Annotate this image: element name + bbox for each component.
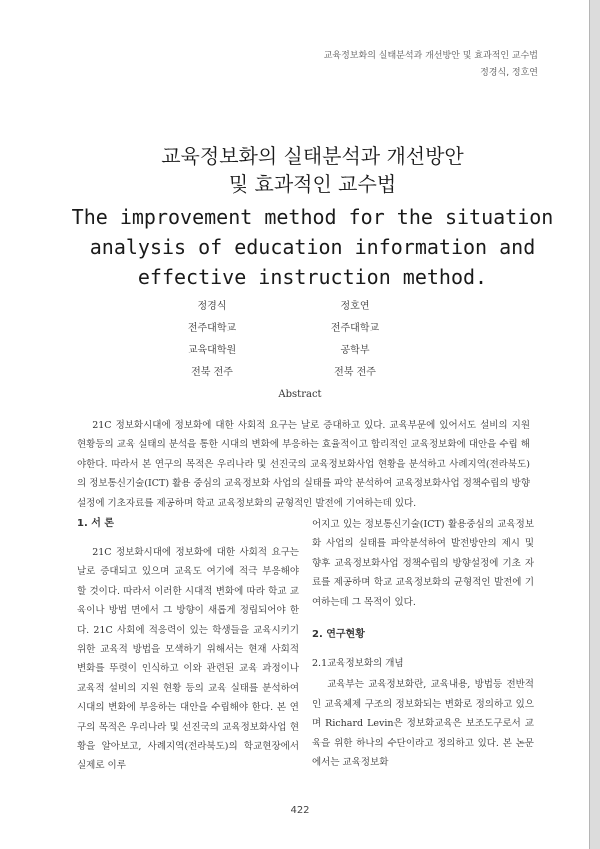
running-title: 교육정보화의 실태분석과 개선방안 및 효과적인 교수법 [323, 51, 538, 61]
korean-title-line-1: 교육정보화의 실태분석과 개선방안 [161, 144, 464, 168]
section-heading-research-status: 2. 연구현황 [312, 629, 365, 641]
english-title-line-1: The improvement method for the situation [71, 205, 554, 229]
section-heading-introduction: 1. 서 론 [77, 518, 115, 529]
right-column [312, 515, 534, 772]
running-authors: 정경식, 정호연 [480, 68, 538, 78]
english-title-line-3: effective instruction method. [137, 265, 488, 289]
author-department: 공학부 [340, 345, 370, 356]
author-block-1 [152, 296, 272, 384]
abstract-text: 21C 정보화시대에 정보화에 대한 사회적 요구는 날로 증대하고 있다. 교육부문에 있어서도 설비의 지원 현황등의 교육 실태의 분석을 통한 시대의 변화에 부응하는 효율적이고 합리적인 교육정보화에 대안을 수립 해야한다. 따라서 본 연구의 목적은 우리나라 및 선진국의 교육정보화사업 현황을 분석하고 사례지역(전라북도)의 정보통신기술(ICT) 활용 중심의 교육정보화 사업의 실태를 파악 분석하여 교육정보화사업 정책수립의 방향설정에 기초자료를 제공하며 학교 교육정보화의 균형적인 발전에 기여하는데 있다. [77, 420, 530, 509]
page-edge [589, 0, 600, 849]
korean-title-line-2: 및 효과적인 교수법 [228, 172, 397, 196]
subsection-heading-concept: 2.1교육정보화의 개념 [312, 658, 404, 670]
english-title-line-2: analysis of education information and [89, 235, 536, 259]
author-location: 전북 전주 [334, 367, 376, 378]
author-department: 교육대학원 [187, 345, 237, 356]
concept-paragraph: 교육부는 교육정보화란, 교육내용, 방법등 전반적인 교육체제 구조의 정보화되는 변화로 정의하고 있으며 Richard Levin은 정보화교육은 보조도구로서 교육을 위한 하나의 수단이라고 정의하고 있다. 본 논문에서는 교육정보화 [312, 679, 534, 769]
continued-paragraph: 어지고 있는 정보통신기술(ICT) 활용중심의 교육정보화 사업의 실태를 파악분석하여 발전방안의 제시 및 향후 교육정보화사업 정책수립의 방향설정에 기초 자료를 제공하며 학교 교육정보화의 균형적인 발전에 기여하는데 그 목적이 있다. [312, 519, 534, 608]
page-number: 422 [290, 805, 310, 816]
introduction-paragraph: 21C 정보화시대에 정보화에 대한 사회적 요구는 날로 증대되고 있으며 교육도 여기에 적극 부응해야 할 것이다. 따라서 이러한 시대적 변화에 따라 학교 교육이나 방법 면에서 그 방향이 새롭게 정립되어야 한다. 21C 사회에 적응력이 있는 학생들을 교육시키기 위한 교육적 방법을 모색하기 위해서는 현재 사회적 변화를 뚜렷이 인식하고 이와 관련된 교육 과정이나 교육적 설비의 지원 현황 등의 교육 실태를 분석하여 시대의 변화에 부응하는 대안을 수립해야 한다. 본 연구의 목적은 우리나라 및 선진국의 교육정보화사업 현황을 알아보고, 사례지역(전라북도)의 학교현장에서 실제로 이루 [77, 547, 299, 772]
author-block-2 [295, 296, 415, 384]
abstract-heading: Abstract [278, 389, 322, 400]
author-affiliation: 전주대학교 [330, 323, 380, 334]
left-column [77, 515, 299, 776]
author-name: 정호연 [340, 301, 370, 312]
author-affiliation: 전주대학교 [187, 323, 237, 334]
author-location: 전북 전주 [191, 367, 233, 378]
title-block [40, 142, 585, 292]
running-header [324, 48, 538, 82]
author-name: 정경식 [197, 301, 227, 312]
